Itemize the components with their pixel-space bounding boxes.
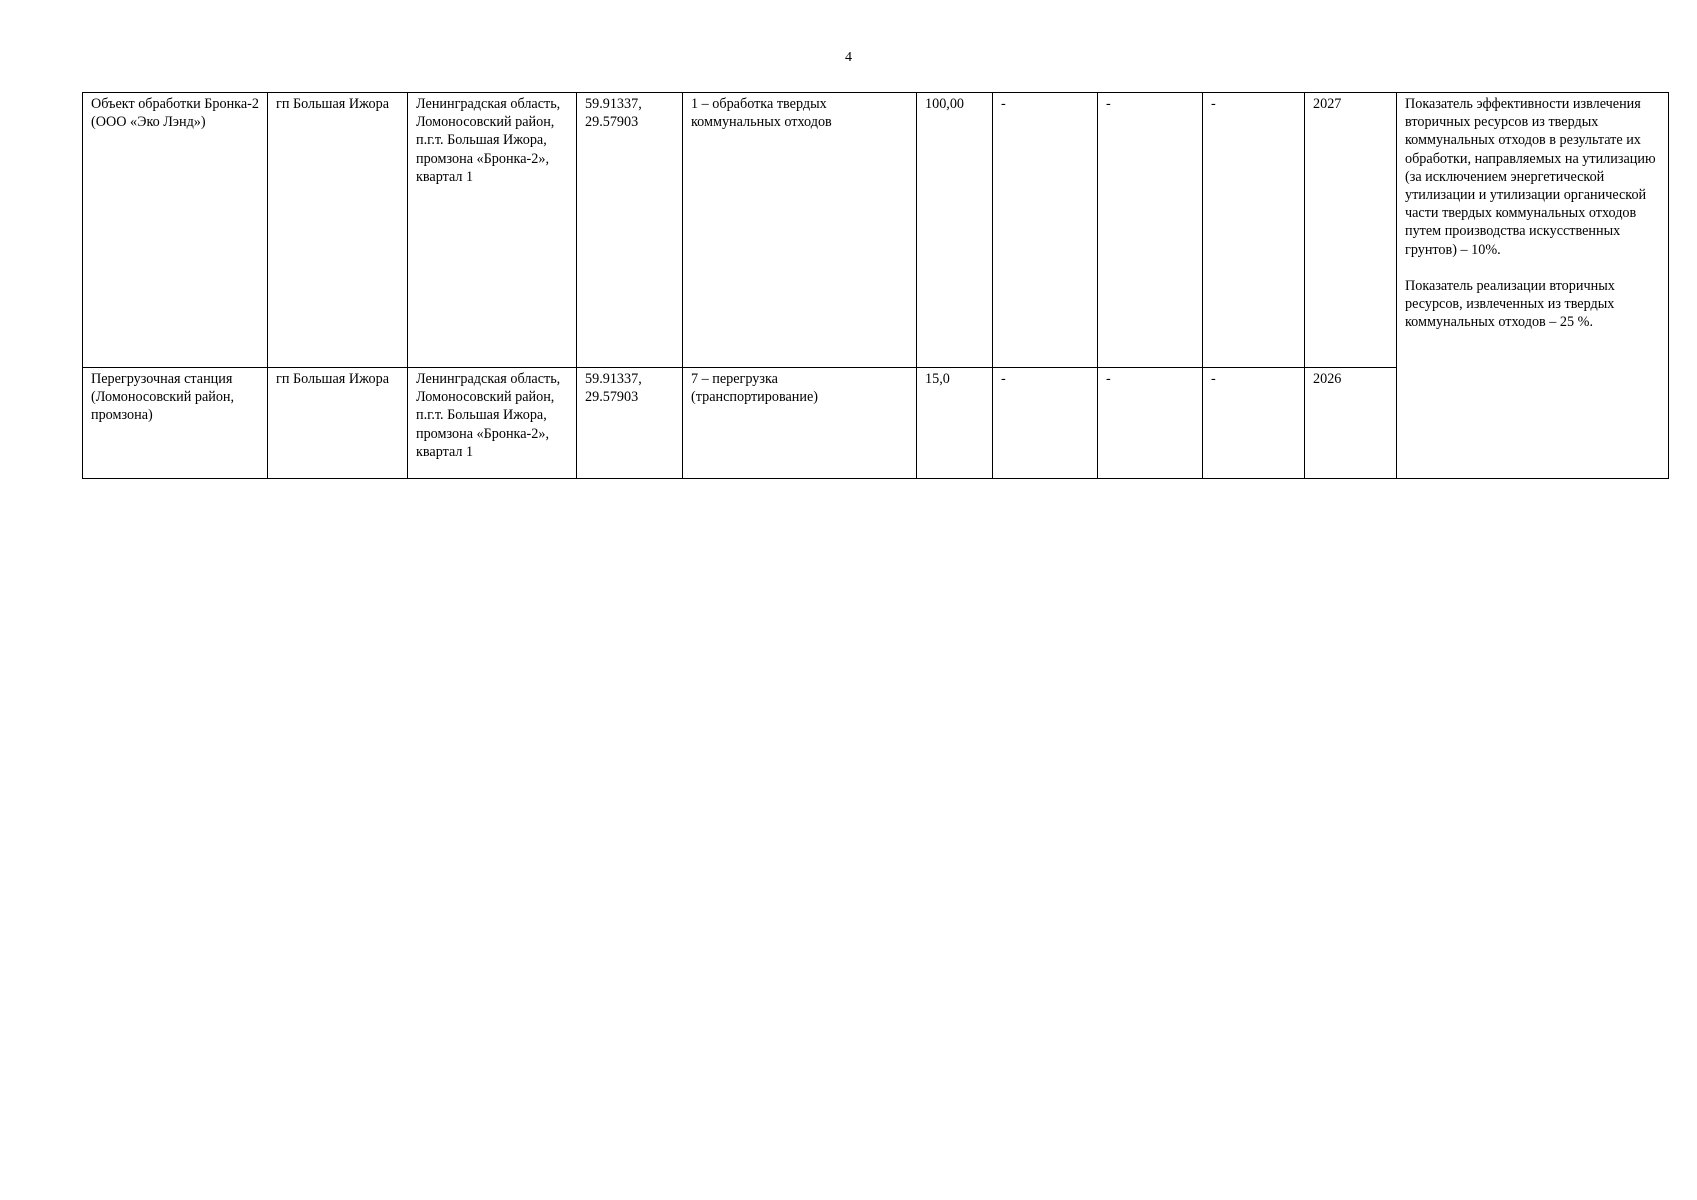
value-cell: - (993, 368, 1098, 479)
facilities-table (82, 92, 1669, 479)
table-row (83, 93, 1669, 368)
coordinates-cell: 59.91337, 29.57903 (577, 368, 683, 479)
note-paragraph: Показатель реализации вторичных ресурсов, извлеченных из твердых коммунальных отходов – 25 %. (1405, 277, 1615, 331)
capacity-cell: 100,00 (917, 93, 993, 368)
facility-name-cell: Перегрузочная станция (Ломоносовский район, промзона) (83, 368, 268, 479)
year-cell: 2026 (1305, 368, 1397, 479)
activity-cell: 7 – перегрузка (транспортирование) (683, 368, 917, 479)
value-cell: - (1203, 93, 1305, 368)
value-cell: - (993, 93, 1098, 368)
settlement-cell: гп Большая Ижора (268, 368, 408, 479)
settlement-cell: гп Большая Ижора (268, 93, 408, 368)
coordinates-cell: 59.91337, 29.57903 (577, 93, 683, 368)
value-cell: - (1098, 368, 1203, 479)
year-cell: 2027 (1305, 93, 1397, 368)
value-cell: - (1098, 93, 1203, 368)
page-number: 4 (845, 50, 852, 65)
value-cell: - (1203, 368, 1305, 479)
address-cell: Ленинградская область, Ломоносовский район, п.г.т. Большая Ижора, промзона «Бронка-2», квартал 1 (408, 93, 577, 368)
activity-cell: 1 – обработка твердых коммунальных отходов (683, 93, 917, 368)
facility-name-cell: Объект обработки Бронка-2 (ООО «Эко Лэнд») (83, 93, 268, 368)
note-paragraph: Показатель эффективности извлечения вторичных ресурсов из твердых коммунальных отходов в результате их обработки, направляемых на утилизацию (за исключением энергетической утилизации и утилизации органической части твердых коммунальных отходов путем производства искусственных грунтов) – 10%. (1405, 96, 1656, 258)
capacity-cell: 15,0 (917, 368, 993, 479)
address-cell: Ленинградская область, Ломоносовский район, п.г.т. Большая Ижора, промзона «Бронка-2», квартал 1 (408, 368, 577, 479)
indicators-note-cell (1397, 93, 1669, 479)
